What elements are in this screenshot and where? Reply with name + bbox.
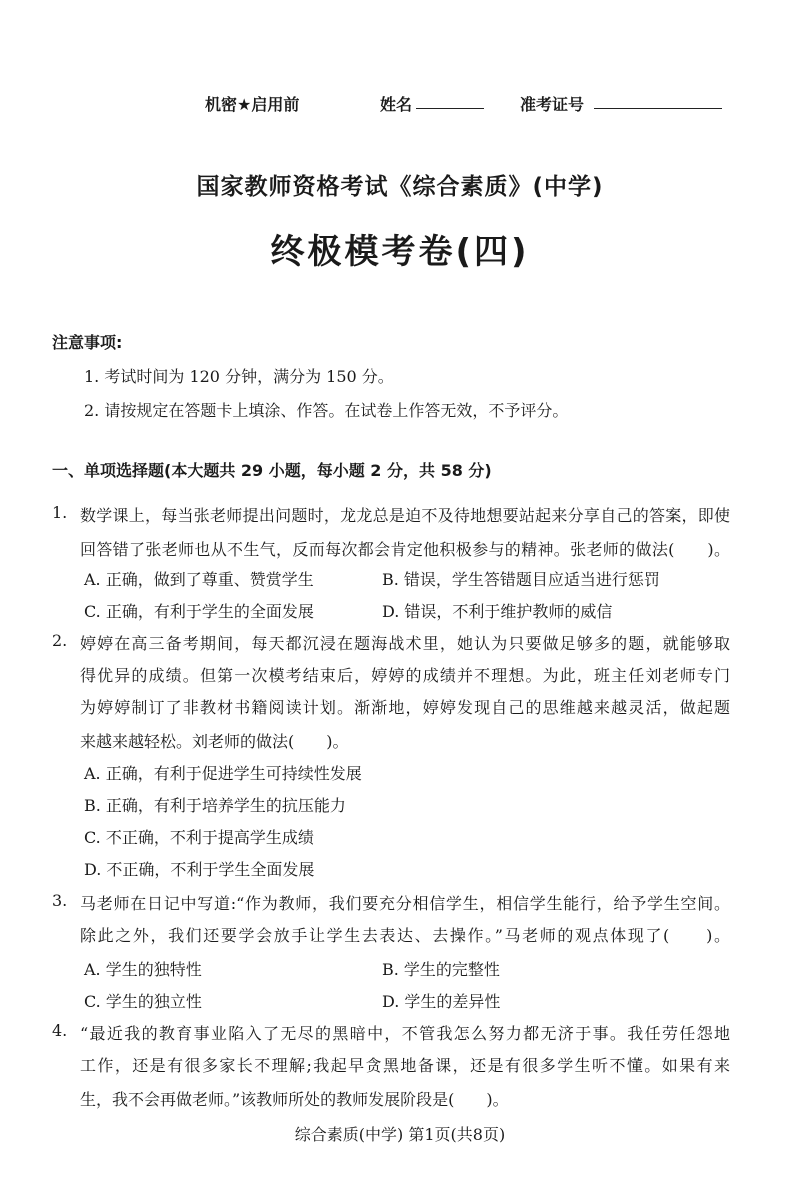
question-text-line: 数学课上，每当张老师提出问题时，龙龙总是迫不及待地想要站起来分享自己的答案，即使 bbox=[80, 506, 730, 525]
option-a[interactable]: A. 学生的独特性 bbox=[84, 960, 202, 979]
question-text-line: 婷婷在高三备考期间，每天都沉浸在题海战术里，她认为只要做足够多的题，就能够取 bbox=[80, 634, 730, 653]
option-b[interactable]: B. 错误，学生答错题目应适当进行惩罚 bbox=[382, 570, 660, 589]
notice-heading: 注意事项: bbox=[52, 333, 123, 352]
notice-item: 1. 考试时间为 120 分钟，满分为 150 分。 bbox=[84, 367, 394, 386]
question-text-line: 除此之外，我们还要学会放手让学生去表达、去操作。”马老师的观点体现了( )。 bbox=[80, 926, 730, 945]
option-c[interactable]: C. 不正确，不利于提高学生成绩 bbox=[84, 828, 314, 847]
question-text-line: 马老师在日记中写道:“作为教师，我们要充分相信学生，相信学生能行，给予学生空间。 bbox=[80, 894, 730, 913]
notice-item: 2. 请按规定在答题卡上填涂、作答。在试卷上作答无效，不予评分。 bbox=[84, 401, 569, 420]
name-label: 姓名 bbox=[380, 95, 413, 114]
option-d[interactable]: D. 错误，不利于维护教师的威信 bbox=[382, 602, 613, 621]
question-number: 2. bbox=[52, 631, 68, 650]
exam-id-label: 准考证号 bbox=[520, 95, 585, 114]
option-c[interactable]: C. 学生的独立性 bbox=[84, 992, 202, 1011]
confidential-mark: 机密★启用前 bbox=[205, 95, 300, 114]
name-blank[interactable] bbox=[416, 92, 484, 109]
name-field[interactable] bbox=[380, 92, 412, 115]
question-text-line: 生，我不会再做老师。”该教师所处的教师发展阶段是( )。 bbox=[80, 1090, 509, 1109]
exam-id-blank[interactable] bbox=[594, 92, 722, 109]
exam-header bbox=[0, 92, 800, 118]
question-text-line: “最近我的教育事业陷入了无尽的黑暗中，不管我怎么努力都无济于事。我任劳任怨地 bbox=[80, 1024, 730, 1043]
question-text-line: 工作，还是有很多家长不理解;我起早贪黑地备课，还是有很多学生听不懂。如果有来 bbox=[80, 1056, 730, 1075]
exam-subtitle: 终极模考卷(四) bbox=[270, 232, 530, 272]
section-heading: 一、单项选择题(本大题共 29 小题，每小题 2 分，共 58 分) bbox=[52, 461, 492, 480]
option-a[interactable]: A. 正确，有利于促进学生可持续性发展 bbox=[84, 764, 362, 783]
option-a[interactable]: A. 正确，做到了尊重、赞赏学生 bbox=[84, 570, 314, 589]
question-text-line: 回答错了张老师也从不生气，反而每次都会肯定他积极参与的精神。张老师的做法( )。 bbox=[80, 540, 730, 559]
exam-title: 国家教师资格考试《综合素质》(中学) bbox=[196, 174, 604, 200]
question-number: 4. bbox=[52, 1021, 68, 1040]
question-text-line: 得优异的成绩。但第一次模考结束后，婷婷的成绩并不理想。为此，班主任刘老师专门 bbox=[80, 666, 730, 685]
exam-id-field[interactable] bbox=[520, 92, 584, 115]
option-b[interactable]: B. 学生的完整性 bbox=[382, 960, 500, 979]
question-number: 3. bbox=[52, 891, 68, 910]
question-text-line: 为婷婷制订了非教材书籍阅读计划。渐渐地，婷婷发现自己的思维越来越灵活，做起题 bbox=[80, 698, 730, 717]
option-b[interactable]: B. 正确，有利于培养学生的抗压能力 bbox=[84, 796, 346, 815]
option-d[interactable]: D. 学生的差异性 bbox=[382, 992, 501, 1011]
question-text-line: 来越来越轻松。刘老师的做法( )。 bbox=[80, 732, 349, 751]
option-d[interactable]: D. 不正确，不利于学生全面发展 bbox=[84, 860, 315, 879]
question-number: 1. bbox=[52, 503, 68, 522]
option-c[interactable]: C. 正确，有利于学生的全面发展 bbox=[84, 602, 314, 621]
page-footer: 综合素质(中学) 第1页(共8页) bbox=[294, 1125, 506, 1144]
